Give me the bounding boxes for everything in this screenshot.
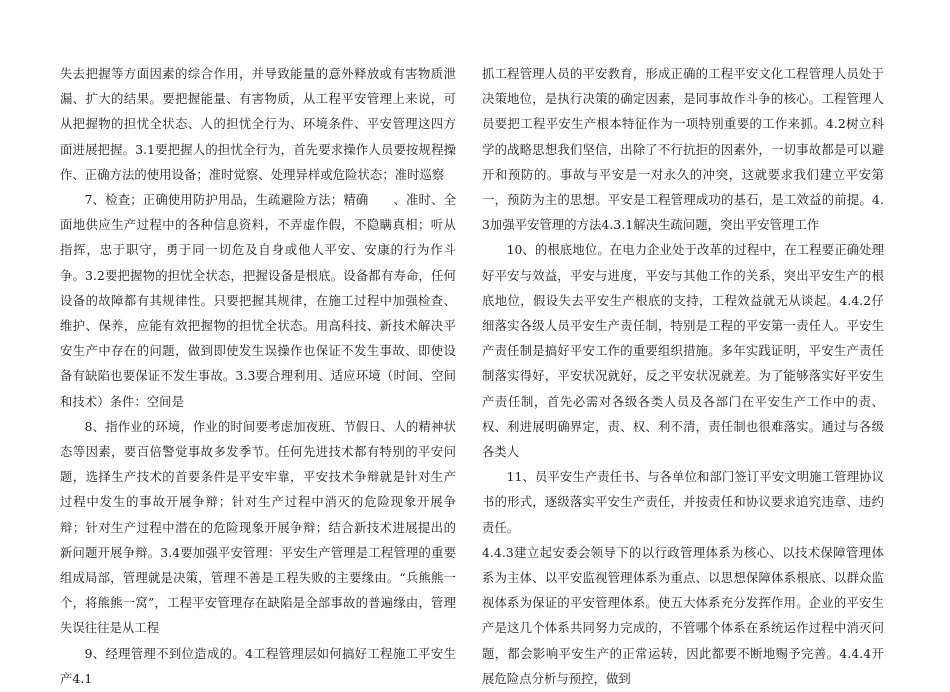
- right-paragraph-1: 抓工程管理人员的平安教育，形成正确的工程平安文化工程管理人员处于决策地位，是执行决策的确定因素，是同事故作斗争的核心。工程管理人员要把工程平安生产根本特征作为一项特别重要的工作来抓。4.2树立科学的战略思想我们坚信，出除了不行抗拒的因素外，一切事故都是可以避开和预防的。事故与平安是一对永久的冲突，这就要求我们建立平安第一，预防为主的思想。平安是工程管理成功的基石，是工效益的前提。4.3加强平安管理的方法4.3.1解决生疏问题，突出平安管理工作: [482, 67, 884, 233]
- right-paragraph-3: 11、员平安生产责任书、与各单位和部门签订平安文明施工管理协议书的形式，逐级落实平安生产责任，并按责任和协议要求追究违章、违约责任。: [482, 470, 884, 535]
- left-paragraph-2: 7、检查；正确使用防护用品，生疏避险方法；精确 、准时、全面地供应生产过程中的各种信息资料，不弄虚作假，不隐瞒真相；听从指挥，忠于职守，勇于同一切危及自身或他人平安、安康的行为作斗争。3.2要把握物的担忧全状态，把握设备是根底。设备都有寿命，任何设备的故障都有其规律性。只要把握其规律，在施工过程中加强检查、维护、保养，应能有效把握物的担忧全状态。用高科技、新技术解决平安生产中存在的问题，做到即使发生误操作也保证不发生事故、即使设备有缺陷也要保证不发生事故。3.3要合理利用、适应环境（时间、空间和技术）条件：空间是: [60, 193, 456, 409]
- left-text-column: [60, 62, 456, 692]
- right-text-column: [482, 62, 884, 692]
- right-paragraph-4: 4.4.3建立起安委会领导下的以行政管理体系为核心、以技术保障管理体系为主体、以平安监视管理体系为重点、以思想保障体系根底、以群众监视体系为保证的平安管理体系。使五大体系充分发挥作用。企业的平安生产是这几个体系共同努力完成的，不管哪个体系在系统运作过程中消灭问题，都会影响平安生产的正常运转，因此都要不断地赐予完善。4.4.4开展危险点分析与预控，做到: [482, 545, 884, 686]
- left-paragraph-4: 9、经理管理不到位造成的。4工程管理层如何搞好工程施工平安生产4.1: [60, 646, 456, 686]
- left-paragraph-1: 失去把握等方面因素的综合作用，并导致能量的意外释放或有害物质泄漏、扩大的结果。要把握能量、有害物质，从工程平安管理上来说，可从把握物的担忧全状态、人的担忧全行为、环境条件、平安管理这四方面进展把握。3.1要把握人的担忧全行为，首先要求操作人员要按规程操作、正确方法的使用设备；准时觉察、处理异样或危险状态；准时巡察: [60, 67, 456, 182]
- right-paragraph-2: 10、的根底地位。在电力企业处于改革的过程中，在工程要正确处理好平安与效益，平安与进度，平安与其他工作的关系，突出平安生产的根底地位，假设失去平安生产根底的支持，工程效益就无从谈起。4.4.2仔细落实各级人员平安生产责任制，特别是工程的平安第一责任人。平安生产责任制是搞好平安工作的重要组织措施。多年实践证明，平安生产责任制落实得好，平安状况就好，反之平安状况就差。为了能够落实好平安生产责任制，首先必需对各级各类人员及各部门在平安生产工作中的责、权、利进展明确界定，责、权、利不清，责任制也很难落实。通过与各级各类人: [482, 243, 884, 460]
- left-paragraph-3: 8、指作业的环境，作业的时间要考虑加夜班、节假日、人的精神状态等因素，要百倍警觉事故多发季节。任何先进技术都有特别的平安问题，选择生产技术的首要条件是平安牢靠，平安技术争辩就是针对生产过程中发生的事故开展争辩；针对生产过程中消灭的危险现象开展争辩；针对生产过程中潜在的危险现象开展争辩；结合新技术进展提出的新问题开展争辩。3.4要加强平安管理：平安生产管理是工程管理的重要组成局部，管理就是决策，管理不善是工程失败的主要缘由。“兵熊熊一个，将熊熊一窝”，工程平安管理存在缺陷是全部事故的普遍缘由，管理失误往往是从工程: [60, 419, 456, 636]
